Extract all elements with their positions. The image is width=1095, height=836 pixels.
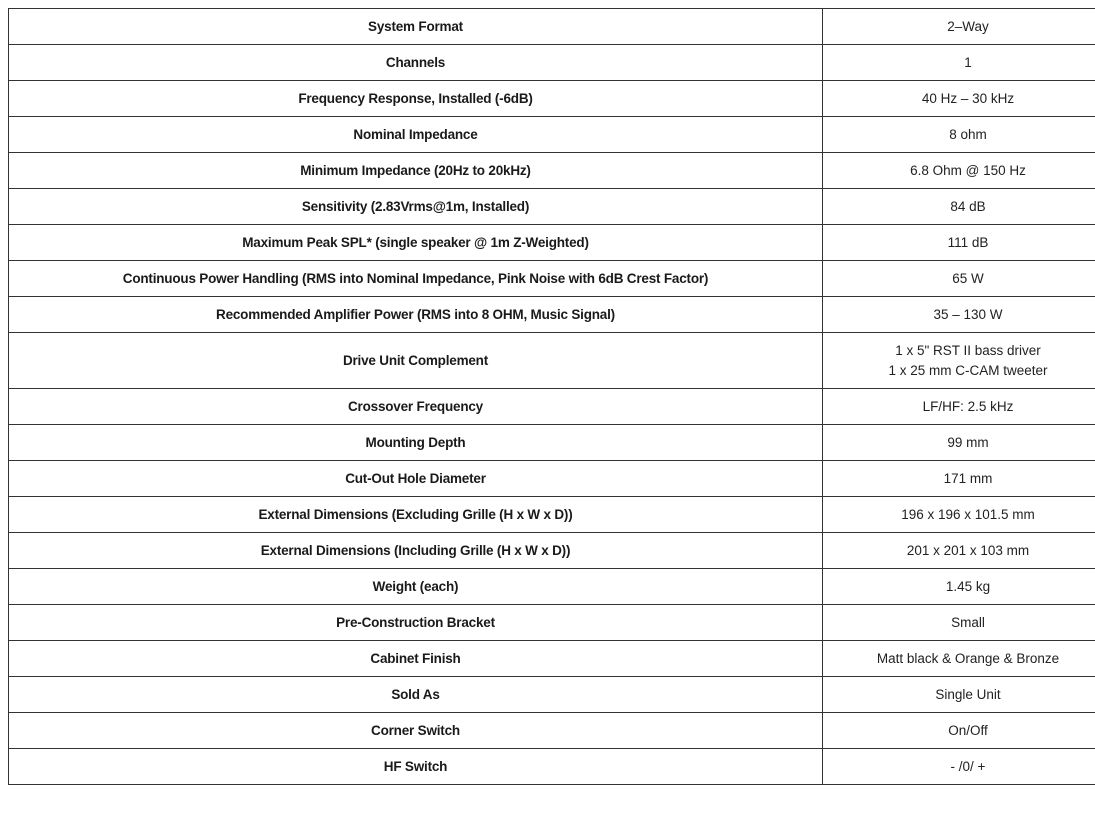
spec-label: Maximum Peak SPL* (single speaker @ 1m Z-Weighted)	[9, 225, 823, 261]
table-row	[9, 225, 1095, 261]
spec-value: 84 dB	[823, 189, 1095, 225]
spec-value: 99 mm	[823, 425, 1095, 461]
spec-table	[8, 8, 1095, 785]
spec-label: Sold As	[9, 677, 823, 713]
spec-label: Weight (each)	[9, 569, 823, 605]
table-row	[9, 153, 1095, 189]
table-row	[9, 297, 1095, 333]
table-row	[9, 713, 1095, 749]
spec-value: Matt black & Orange & Bronze	[823, 641, 1095, 677]
spec-value-line: 1 x 25 mm C-CAM tweeter	[888, 362, 1048, 378]
spec-label: Mounting Depth	[9, 425, 823, 461]
spec-value: 65 W	[823, 261, 1095, 297]
table-row	[9, 9, 1095, 45]
table-row	[9, 461, 1095, 497]
spec-label: Pre-Construction Bracket	[9, 605, 823, 641]
spec-value: - /0/ +	[823, 749, 1095, 785]
table-row	[9, 81, 1095, 117]
table-row	[9, 45, 1095, 81]
spec-label: Corner Switch	[9, 713, 823, 749]
spec-label: Sensitivity (2.83Vrms@1m, Installed)	[9, 189, 823, 225]
table-row	[9, 333, 1095, 389]
table-row	[9, 641, 1095, 677]
table-row	[9, 497, 1095, 533]
spec-label: Continuous Power Handling (RMS into Nominal Impedance, Pink Noise with 6dB Crest Factor)	[9, 261, 823, 297]
table-row	[9, 261, 1095, 297]
spec-value: Single Unit	[823, 677, 1095, 713]
spec-label: HF Switch	[9, 749, 823, 785]
spec-label: External Dimensions (Excluding Grille (H x W x D))	[9, 497, 823, 533]
spec-label: Crossover Frequency	[9, 389, 823, 425]
spec-label: Recommended Amplifier Power (RMS into 8 OHM, Music Signal)	[9, 297, 823, 333]
table-row	[9, 117, 1095, 153]
table-row	[9, 677, 1095, 713]
spec-value: 2–Way	[823, 9, 1095, 45]
spec-label: System Format	[9, 9, 823, 45]
spec-value: 111 dB	[823, 225, 1095, 261]
spec-value: 8 ohm	[823, 117, 1095, 153]
spec-label: Channels	[9, 45, 823, 81]
spec-value-line: 1 x 5" RST II bass driver	[895, 342, 1041, 358]
spec-value: On/Off	[823, 713, 1095, 749]
table-row	[9, 533, 1095, 569]
spec-value: LF/HF: 2.5 kHz	[823, 389, 1095, 425]
spec-value: 1.45 kg	[823, 569, 1095, 605]
spec-value: 40 Hz – 30 kHz	[823, 81, 1095, 117]
spec-label: Minimum Impedance (20Hz to 20kHz)	[9, 153, 823, 189]
table-row	[9, 189, 1095, 225]
spec-value: 201 x 201 x 103 mm	[823, 533, 1095, 569]
spec-value: 196 x 196 x 101.5 mm	[823, 497, 1095, 533]
spec-label: Frequency Response, Installed (-6dB)	[9, 81, 823, 117]
spec-value: Small	[823, 605, 1095, 641]
spec-value: 35 – 130 W	[823, 297, 1095, 333]
spec-label: Cabinet Finish	[9, 641, 823, 677]
spec-value: 171 mm	[823, 461, 1095, 497]
table-row	[9, 425, 1095, 461]
spec-value: 1	[823, 45, 1095, 81]
table-row	[9, 569, 1095, 605]
spec-value	[823, 333, 1095, 389]
spec-label: Nominal Impedance	[9, 117, 823, 153]
spec-label: Cut-Out Hole Diameter	[9, 461, 823, 497]
spec-label: Drive Unit Complement	[9, 333, 823, 389]
table-row	[9, 749, 1095, 785]
table-row	[9, 389, 1095, 425]
table-row	[9, 605, 1095, 641]
spec-label: External Dimensions (Including Grille (H x W x D))	[9, 533, 823, 569]
spec-value: 6.8 Ohm @ 150 Hz	[823, 153, 1095, 189]
